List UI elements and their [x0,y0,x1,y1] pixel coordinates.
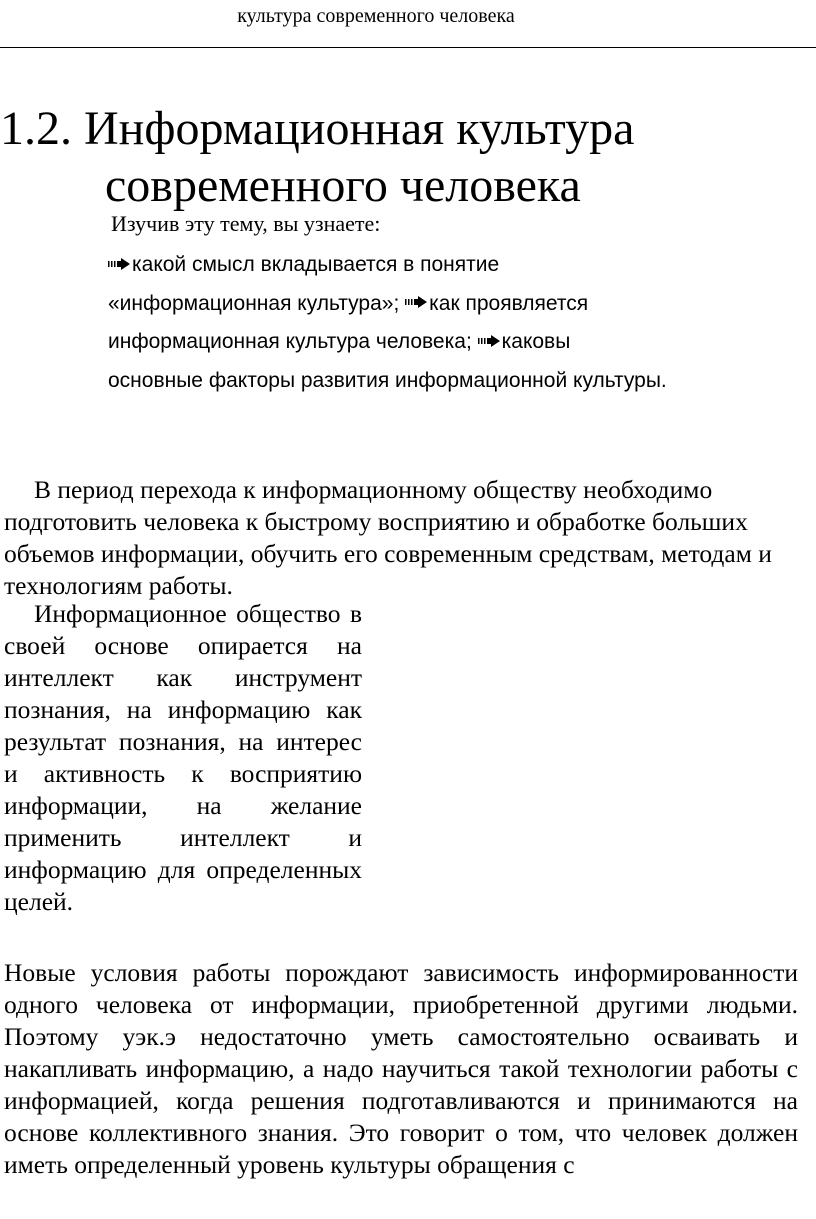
arrow-right-icon [405,296,427,308]
section-title [0,100,634,214]
section-title-line-2: современного человека [105,159,581,212]
learning-outcomes-list [108,246,668,400]
body-paragraph [4,474,794,602]
body-paragraph-text: В период перехода к информационному обществу необходимо подготовить человека к быстрому восприятию и обработке больших объемов информации, обучить его современным средствам, методам и технологиям работы. [4,475,772,600]
running-header: культура современного человека [237,5,515,27]
body-paragraph [4,598,362,918]
arrow-right-icon [478,335,500,347]
body-paragraph-text: Новые условия работы порождают зависимость информированности одного человека от информации, приобретенной другими людьми. Поэтому уэк.э недостаточно уметь самостоятельно осваивать и накапливать информацию, а надо научиться такой технологии работы с информацией, когда решения подготавливаются и принимаются на основе коллективного знания. Это говорит о том, что человек должен иметь определенный уровень культуры обращения с [4,958,798,1179]
outcome-item-text: каковы основные факторы развития информационной культуры. [108,330,667,392]
section-title-line-1: 1.2. Информационная культура [0,102,635,155]
body-paragraph [4,957,798,1181]
body-paragraph-text: Информационное общество в своей основе опирается на интеллект как инструмент познания, на информацию как результат познания, на интерес и активность к восприятию информации, на желание применить интеллект и информацию для определенных целей. [4,599,362,916]
arrow-right-icon [108,258,130,270]
header-divider [0,47,816,48]
learning-outcomes-lead: Изучив эту тему, вы узнаете: [111,211,381,236]
outcome-item-text: какой смысл вкладывается в понятие «информационная культура»; [108,253,500,315]
outcome-item-text: как проявляется информационная культура человека; [108,291,589,353]
